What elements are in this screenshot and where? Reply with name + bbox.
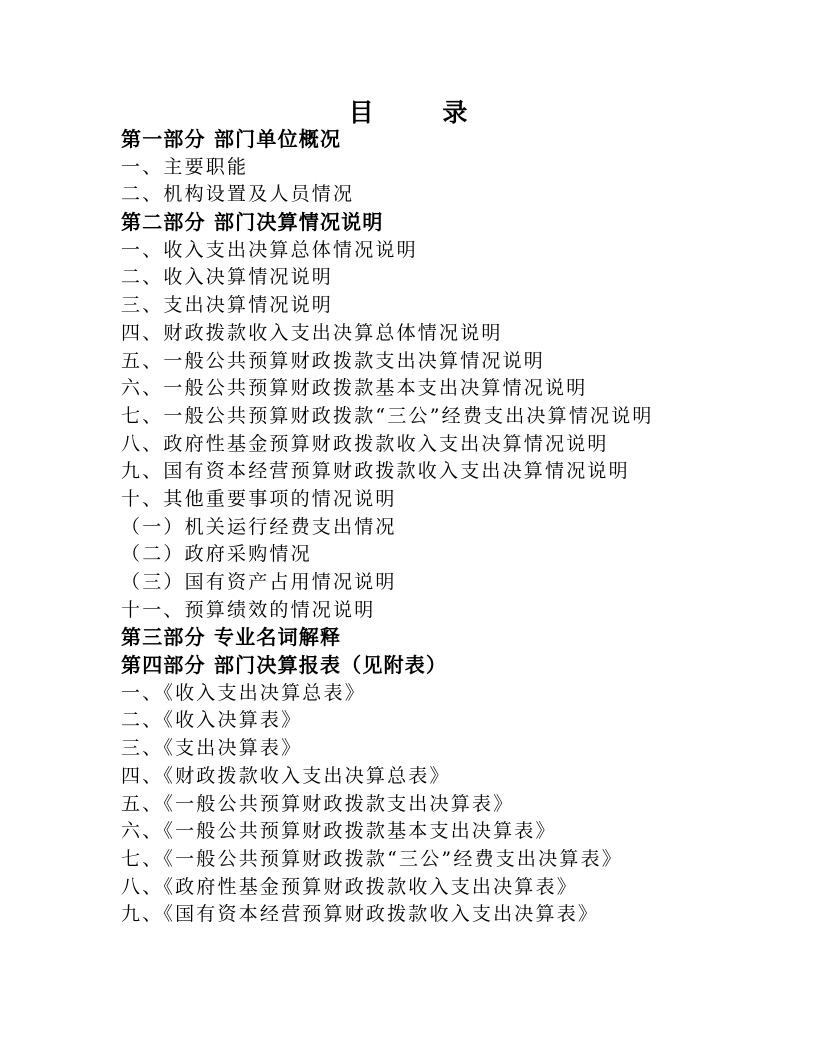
toc-entry: 五、一般公共预算财政拨款支出决算情况说明 <box>121 349 546 372</box>
toc-entry: （一）机关运行经费支出情况 <box>121 515 397 538</box>
toc-entry: 一、主要职能 <box>121 155 249 178</box>
toc-entry: 七、一般公共预算财政拨款“三公”经费支出决算情况说明 <box>121 404 654 427</box>
toc-entry: 十、其他重要事项的情况说明 <box>121 487 397 510</box>
table-of-contents <box>121 126 781 929</box>
toc-part-heading: 第四部分 部门决算报表（见附表） <box>121 653 448 678</box>
document-title: 目 录 <box>348 98 498 127</box>
toc-entry: 九、《国有资本经营预算财政拨款收入支出决算表》 <box>121 903 600 926</box>
toc-entry: 五、《一般公共预算财政拨款支出决算表》 <box>121 792 515 815</box>
toc-part-heading: 第三部分 专业名词解释 <box>121 625 342 650</box>
toc-entry: 六、一般公共预算财政拨款基本支出决算情况说明 <box>121 377 588 400</box>
toc-entry: 七、《一般公共预算财政拨款“三公”经费支出决算表》 <box>121 847 623 870</box>
toc-entry: 四、《财政拨款收入支出决算总表》 <box>121 764 451 787</box>
toc-entry: 一、收入支出决算总体情况说明 <box>121 238 418 261</box>
toc-part-heading: 第二部分 部门决算情况说明 <box>121 210 384 235</box>
toc-entry: （二）政府采购情况 <box>121 543 312 566</box>
toc-entry: 三、支出决算情况说明 <box>121 294 334 317</box>
toc-entry: 八、政府性基金预算财政拨款收入支出决算情况说明 <box>121 432 609 455</box>
toc-entry: 二、收入决算情况说明 <box>121 266 334 289</box>
toc-part-heading: 第一部分 部门单位概况 <box>121 127 342 151</box>
toc-entry: 六、《一般公共预算财政拨款基本支出决算表》 <box>121 820 557 843</box>
toc-entry: 一、《收入支出决算总表》 <box>121 681 366 704</box>
toc-entry: 二、《收入决算表》 <box>121 709 303 732</box>
toc-entry: 十一、预算绩效的情况说明 <box>121 598 376 621</box>
toc-entry: （三）国有资产占用情况说明 <box>121 571 397 593</box>
toc-entry: 八、《政府性基金预算财政拨款收入支出决算表》 <box>121 875 578 898</box>
toc-entry: 九、国有资本经营预算财政拨款收入支出决算情况说明 <box>121 460 630 483</box>
toc-entry: 三、《支出决算表》 <box>121 737 303 760</box>
toc-entry: 四、财政拨款收入支出决算总体情况说明 <box>121 321 503 344</box>
toc-entry: 二、机构设置及人员情况 <box>121 183 355 206</box>
